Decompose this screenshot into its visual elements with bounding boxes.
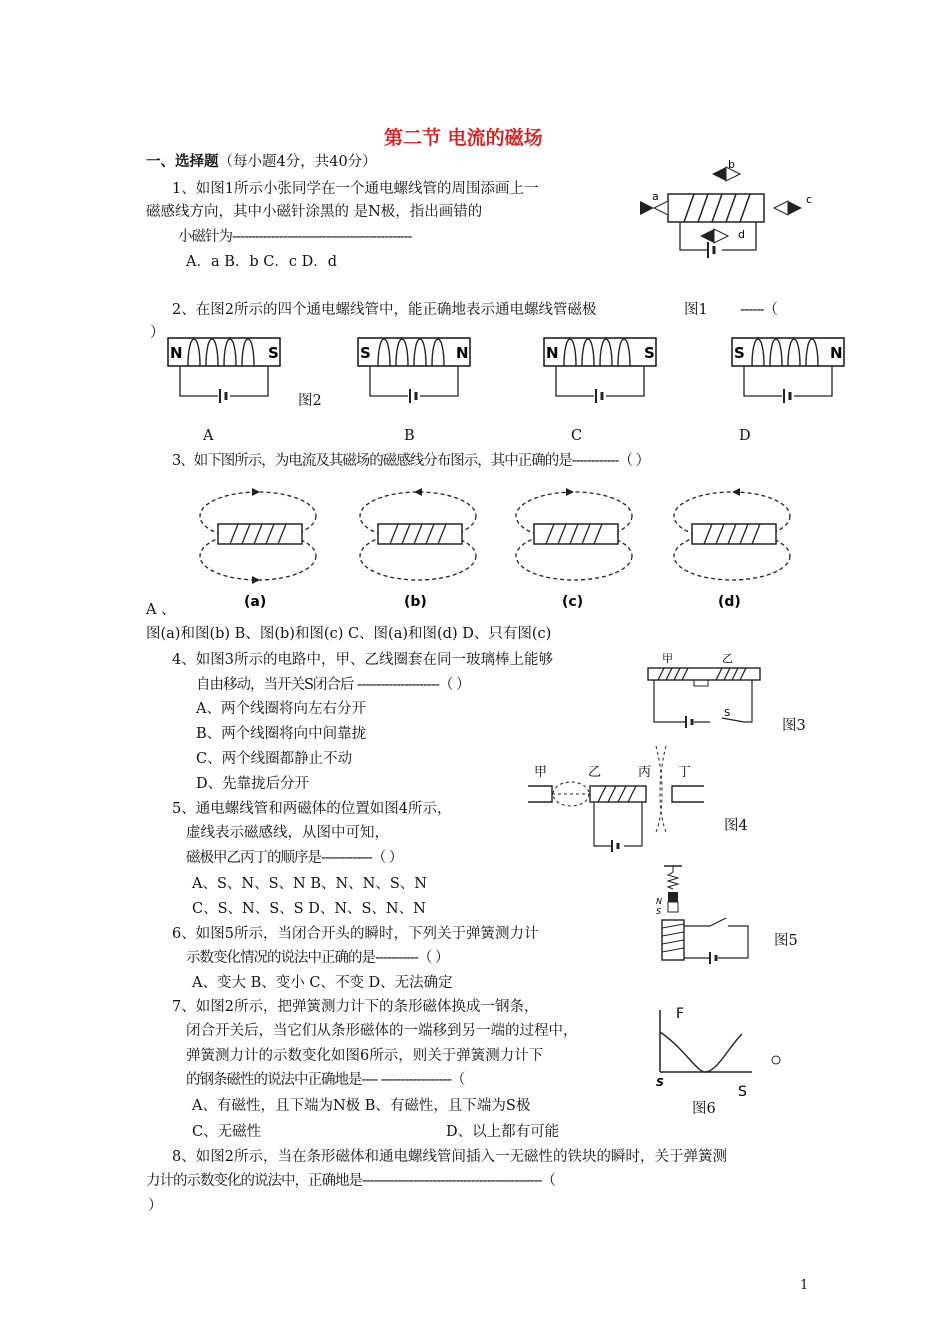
coil-b-label: B — [404, 428, 415, 444]
q7-option-c: C、无磁性 — [192, 1124, 262, 1140]
q7-line4: 的钢条磁性的说法中正确地是---- ------------------（ — [186, 1072, 465, 1088]
fig5-label-n: N — [656, 897, 662, 906]
fig4-label-bing: 丙 — [638, 765, 652, 780]
q4-option-d: D、先靠拢后分开 — [196, 776, 310, 792]
figure-4-magnets — [528, 746, 704, 858]
figure-3-circuit — [644, 648, 764, 732]
q7-line3: 弹簧测力计的示数变化如图6所示，则关于弹簧测力计下 — [186, 1048, 544, 1064]
q4-line2: 自由移动，当开关S闭合后 ---------------------（ ） — [196, 677, 470, 693]
fig3-caption: 图3 — [782, 718, 806, 734]
q1-line1: 1、如图1所示小张同学在一个通电螺线管的周围添画上一 — [172, 181, 539, 197]
q6-line2: 示数变化情况的说法中正确的是-----------（ ） — [186, 950, 449, 966]
coil-d-right-pole: N — [830, 344, 843, 362]
fig5-label-s: S — [656, 907, 662, 916]
q6-line1: 6、如图5所示，当闭合开头的瞬时，下列关于弹簧测力计 — [172, 926, 539, 942]
fig2-caption: 图2 — [298, 393, 322, 409]
q1-line2: 磁感线方向，其中小磁针涂黑的 是N极，指出画错的 — [146, 204, 483, 220]
coil-a-right-pole: S — [268, 344, 279, 362]
figure-6-graph — [648, 998, 786, 1102]
fig1-label-a: a — [652, 190, 659, 203]
fig3-label-jia: 甲 — [662, 652, 673, 665]
coil-c-label: C — [571, 428, 583, 444]
q1-options: A．a B．b C．c D．d — [186, 254, 338, 270]
section-heading — [146, 153, 377, 171]
coil-c-right-pole: S — [644, 344, 655, 362]
q6-options: A、变大 B、变小 C、不变 D、无法确定 — [192, 975, 453, 991]
section-heading-bold: 一、选择题 — [146, 153, 219, 170]
fig6-label-s: S — [738, 1084, 747, 1100]
fig4-label-jia: 甲 — [534, 765, 548, 780]
figure-q3-field-lines — [196, 484, 836, 614]
q4-option-b: B、两个线圈将向中间靠拢 — [196, 726, 367, 742]
fig5-caption: 图5 — [774, 933, 798, 949]
q4-line1: 4、如图3所示的电路中，甲、乙线圈套在同一玻璃棒上能够 — [172, 652, 553, 668]
figure-5-spring-scale — [654, 862, 760, 970]
fig3-label-s: S — [724, 708, 731, 719]
q5-options-1: A、S、N、S、N B、N、N、S、N — [192, 876, 427, 892]
figure-2-solenoids — [160, 330, 860, 414]
coil-d-label: D — [739, 428, 751, 444]
figure-1-solenoid — [624, 158, 824, 270]
q5-line1: 5、通电螺线管和两磁体的位置如图4所示， — [172, 801, 452, 817]
coil-a-label: A — [203, 428, 214, 444]
q8-line3: ） — [148, 1198, 163, 1214]
fig1-label-c: c — [806, 193, 813, 206]
coil-b-right-pole: N — [456, 344, 469, 362]
q3-fig-label-b: (b) — [404, 594, 427, 610]
q5-options-2: C、S、N、S、S D、N、S、N、N — [192, 901, 426, 917]
q3-line1: 3、如下图所示，为电流及其磁场的磁感线分布图示，其中正确的是------------（ ） — [172, 453, 650, 469]
fig1-label-d: d — [738, 228, 745, 241]
q2-line2: ） — [150, 325, 165, 341]
q7-line1: 7、如图2所示，把弹簧测力计下的条形磁体换成一钢条， — [172, 999, 539, 1015]
coil-b-left-pole: S — [360, 344, 371, 362]
q7-options-1: A、有磁性，且下端为N极 B、有磁性，且下端为S极 — [192, 1098, 531, 1114]
fig6-label-s-origin: S — [656, 1076, 664, 1089]
q3-fig-label-d: (d) — [718, 594, 741, 610]
coil-c-left-pole: N — [546, 344, 559, 362]
q8-line1: 8、如图2所示，当在条形磁体和通电螺线管间插入一无磁性的铁块的瞬时，关于弹簧测 — [172, 1149, 727, 1165]
coil-a-left-pole: N — [170, 344, 183, 362]
q7-option-d: D、以上都有可能 — [446, 1124, 560, 1140]
fig3-label-yi: 乙 — [722, 652, 733, 665]
q4-option-c: C、两个线圈都静止不动 — [196, 751, 353, 767]
q3-fig-label-c: (c) — [562, 594, 584, 610]
page-number: 1 — [800, 1278, 809, 1293]
q4-option-a: A、两个线圈将向左右分开 — [196, 701, 366, 717]
fig1-label-b: b — [728, 158, 735, 171]
fig4-label-yi: 乙 — [588, 765, 602, 780]
q3-option-a-prefix: A 、 — [146, 602, 176, 618]
section-heading-rest: （每小题4分，共40分） — [218, 154, 377, 170]
fig6-label-f: F — [676, 1006, 685, 1022]
q2-line1: 2、在图2所示的四个通电螺线管中，能正确地表示通电螺线管磁极 — [172, 302, 597, 318]
page-title: 第二节 电流的磁场 — [384, 127, 543, 149]
fig6-caption: 图6 — [692, 1101, 716, 1117]
fig4-label-ding: 丁 — [678, 765, 692, 780]
q1-line3: 小磁针为---------------------------------------------- — [178, 229, 412, 245]
coil-d-left-pole: S — [734, 344, 745, 362]
q2-line1-end: ------（ — [740, 302, 777, 318]
q5-line2: 虚线表示磁感线，从图中可知， — [186, 825, 389, 841]
fig4-caption: 图4 — [724, 818, 748, 834]
q5-line3: 磁极甲乙丙丁的顺序是-------------（ ） — [186, 850, 403, 866]
fig1-caption: 图1 — [684, 302, 708, 318]
q3-options: 图(a)和图(b) B、图(b)和图(c) C、图(a)和图(d) D、只有图(c) — [146, 626, 552, 642]
q7-line2: 闭合开关后，当它们从条形磁体的一端移到另一端的过程中， — [186, 1023, 578, 1039]
q8-line2: 力计的示数变化的说法中，正确地是----------------------------------------------（ — [146, 1173, 555, 1189]
q3-fig-label-a: (a) — [244, 594, 267, 610]
